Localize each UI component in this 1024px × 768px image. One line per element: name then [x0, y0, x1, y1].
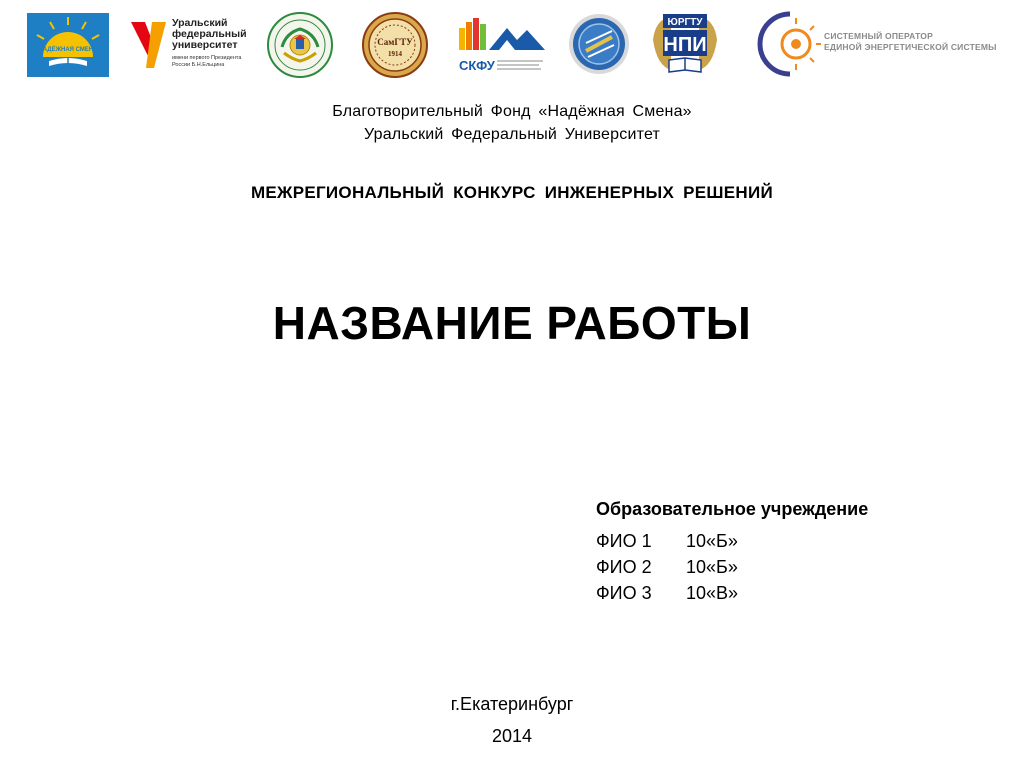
urfu-mark-icon [128, 18, 168, 70]
participant-name: ФИО 2 [596, 557, 652, 577]
so-ups-text-line2: ЕДИНОЙ ЭНЕРГЕТИЧЕСКОЙ СИСТЕМЫ [824, 42, 997, 52]
participant-grade: 10«В» [686, 583, 739, 603]
green-university-seal [266, 11, 334, 79]
blue-round-emblem [568, 13, 630, 75]
nadezhnaya-smena-logo [27, 13, 109, 77]
samgtu-seal [361, 11, 429, 79]
urfu-text-line1: Уральский [172, 17, 228, 29]
npi-text: НПИ [663, 34, 707, 56]
org-name-foundation: Благотворительный Фонд «Надёжная Смена» [332, 103, 692, 120]
participant-row [596, 528, 868, 554]
footer-city: г.Екатеринбург [450, 694, 574, 714]
so-ups-logo [756, 10, 1018, 80]
work-title: НАЗВАНИЕ РАБОТЫ [272, 297, 752, 349]
participants-block [596, 496, 868, 606]
org-name-university: Уральский Федеральный Университет [363, 126, 661, 143]
samgtu-year: 1914 [388, 50, 402, 58]
skfu-text: СКФУ [459, 58, 495, 73]
urfu-text-line2: федеральный [172, 28, 247, 40]
participants-list [596, 528, 868, 606]
nadezhnaya-smena-text: НАДЁЖНАЯ СМЕНА [38, 47, 98, 53]
skfu-logo [455, 14, 547, 78]
participant-row [596, 554, 868, 580]
yurgtu-npi-logo [649, 10, 721, 80]
so-ups-mark-icon [756, 10, 822, 78]
yurgtu-text: ЮРГТУ [667, 17, 703, 28]
participant-name: ФИО 1 [596, 531, 652, 551]
so-ups-text-line1: СИСТЕМНЫЙ ОПЕРАТОР [824, 31, 933, 41]
samgtu-text: СамГТУ [377, 37, 413, 47]
urfu-text-line3: университет [172, 39, 238, 51]
urfu-sub-line2: России Б.Н.Ельцина [172, 62, 225, 68]
urfu-sub-line1: имени первого Президента [172, 55, 242, 61]
footer-year: 2014 [491, 726, 533, 746]
participant-row [596, 580, 868, 606]
participant-grade: 10«Б» [686, 531, 738, 551]
participant-name: ФИО 3 [596, 583, 652, 603]
logo-bar [0, 0, 1024, 90]
urfu-logo [128, 18, 268, 78]
contest-title: МЕЖРЕГИОНАЛЬНЫЙ КОНКУРС ИНЖЕНЕРНЫХ РЕШЕНИЙ [250, 183, 774, 202]
institution-name: Образовательное учреждение [596, 499, 869, 519]
participant-grade: 10«Б» [686, 557, 738, 577]
